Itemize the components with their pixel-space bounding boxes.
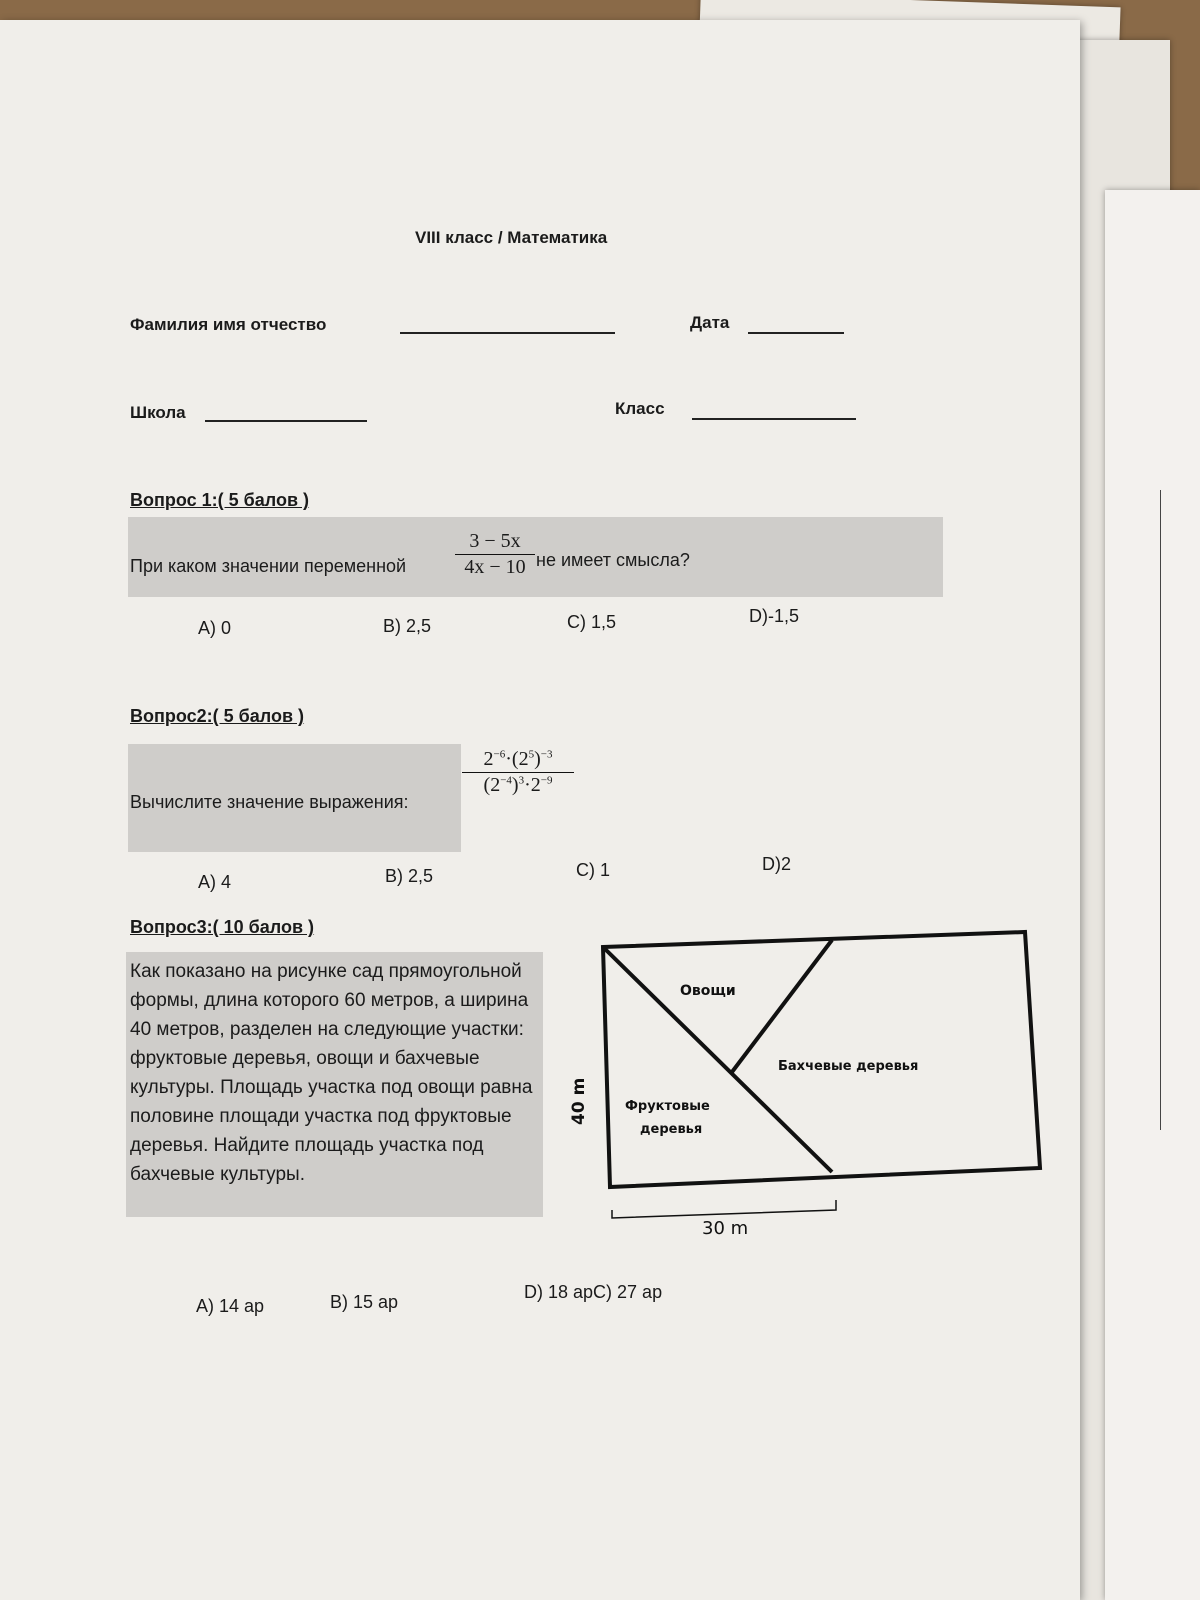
vegetables-label: Овощи — [680, 983, 736, 999]
garden-figure — [560, 900, 1060, 1240]
question-2-heading: Вопрос2:( 5 балов ) — [130, 706, 305, 726]
q2-numerator: $2^{-6}\cdot(2^5)^{-3}$ — [483, 748, 553, 770]
question-1-fraction — [455, 530, 535, 579]
q2-option-c: C) 1 — [576, 860, 611, 880]
question-1-text-after: не имеет смысла? — [536, 550, 690, 570]
fraction-bar — [455, 554, 535, 555]
fio-label: Фамилия имя отчество — [130, 315, 327, 334]
q3-options-c-d: D) 18 арC) 27 ар — [524, 1282, 663, 1302]
fruit-trees-label-2: деревья — [640, 1122, 703, 1137]
exam-page — [0, 20, 1080, 1600]
dimension-bracket — [612, 1200, 836, 1218]
date-label: Дата — [690, 313, 730, 332]
bottom-dimension-label: 30 m — [702, 1218, 749, 1239]
q2-denominator: $(2^{-4})^3\cdot 2^{-9}$ — [483, 774, 553, 796]
fraction-denominator: 4x − 10 — [464, 556, 526, 578]
q2-fraction-bar — [462, 772, 574, 773]
class-blank-line — [692, 404, 856, 420]
q1-option-c: C) 1,5 — [567, 612, 617, 632]
q3-option-b: B) 15 ар — [330, 1292, 399, 1312]
class-label: Класс — [615, 399, 665, 418]
q1-option-b: B) 2,5 — [383, 616, 432, 636]
question-1-heading: Вопрос 1:( 5 балов ) — [130, 490, 310, 510]
q2-option-a: A) 4 — [198, 872, 232, 892]
date-blank-line — [748, 318, 844, 334]
question-3-text: Как показано на рисунке сад прямоугольной формы, длина которого 60 метров, а ширина 40 метров, разделен на следующие участки: фруктовые деревья, овощи и бахчевые культуры. Площадь участка под овощи равна половине площади участка под фруктовые деревья. Найдите площадь участка под бахчевые культуры. — [130, 961, 533, 1185]
q3-option-a: A) 14 ар — [196, 1296, 265, 1316]
q2-option-b: B) 2,5 — [385, 866, 434, 886]
school-label: Школа — [130, 403, 186, 422]
side-dimension-label: 40 m — [569, 1077, 589, 1125]
fraction-numerator: 3 − 5x — [469, 530, 521, 552]
question-1-text-before: При каком значении переменной — [130, 556, 407, 576]
question-2-text: Вычислите значение выражения: — [130, 792, 409, 812]
vegetables-divider-line — [732, 940, 832, 1072]
fio-blank-line — [400, 318, 615, 334]
fruit-trees-label-1: Фруктовые — [625, 1099, 710, 1114]
page-title: VIII класс / Математика — [415, 228, 608, 247]
question-3-heading: Вопрос3:( 10 балов ) — [130, 917, 315, 937]
q2-option-d: D)2 — [762, 854, 792, 874]
q1-option-a: A) 0 — [198, 618, 232, 638]
melons-label: Бахчевые деревья — [778, 1059, 919, 1074]
question-2-fraction — [462, 748, 574, 797]
q1-option-d: D)-1,5 — [749, 606, 800, 626]
background-sheet-right-2 — [1105, 190, 1200, 1600]
school-blank-line — [205, 406, 367, 422]
